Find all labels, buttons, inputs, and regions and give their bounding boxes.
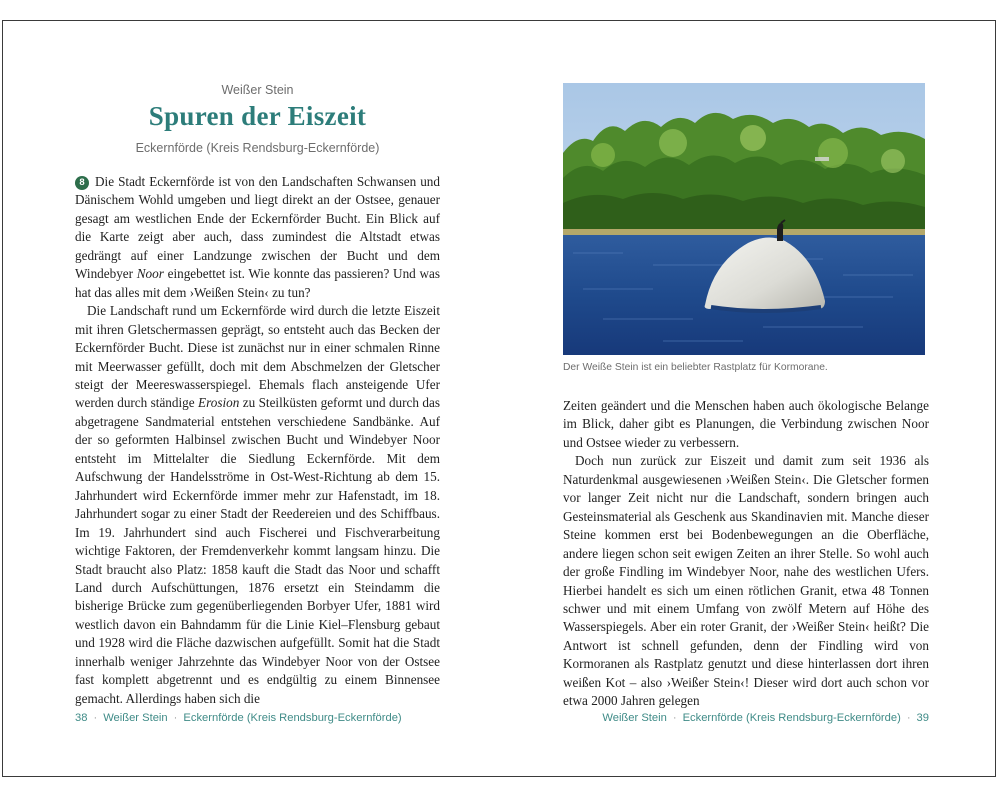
photo-weisser-stein — [563, 83, 925, 355]
photo-caption: Der Weiße Stein ist ein beliebter Rastplatz für Kormorane. — [563, 362, 828, 373]
chapter-kicker: Weißer Stein — [221, 83, 294, 97]
term-emphasis: Erosion — [198, 395, 240, 411]
paragraph: Die Landschaft rund um Eckernförde wird durch die letzte Eiszeit mit ihren Gletschermassen geprägt, so entsteht auch das Becken der Eckernförder Bucht. Diese ist zunächst nur in einer schmalen Rinne mit Meerwasser gefüllt, doch mit dem Abschmelzen der Gletscher steigt der Meereswasserspiegel. Ehemals flach ansteigende Ufer werden durch ständige Erosion zu Steilküsten geformt und durch das abgetragene Sandmaterial entstehen verschiedene Sandbänke. Auf der so geformten Halbinsel zwischen Bucht und Windebyer Noor entsteht im Mittelalter die Siedlung Eckernförde. Mit dem Aufschwung der Handelsströme in Ost-West-Richtung ab dem 15. Jahrhundert wird Eckernförde immer mehr zur Hafenstadt, im 18. Jahrhundert sogar zu einer Stadt der Reedereien und des Schiffbaus. Im 19. Jahrhundert sind auch Fischerei und Fischverarbeitung wichtige Faktoren, der Fremdenverkehr kommt langsam hinzu. Die Stadt braucht also Platz: 1858 kauft die Stadt das Noor und schafft Land durch Aufschüttungen, 1876 ersetzt ein Steindamm die bisherige Brücke zum gegenüberliegenden Borbyer Ufer, 1881 wird westlich davon ein Bahndamm für die Linie Kiel–Flensburg gebaut und 1928 wird die Fläche dazwischen aufgefüllt. Somit hat die Stadt innerhalb weniger Jahrzehnte das Windebyer Noor von der Ostsee fast komplett abgetrennt und es endgültig zu einem Binnensee gemacht. Allerdings haben sich die — [75, 303, 440, 706]
chapter-subtitle: Eckernförde (Kreis Rendsburg-Eckernförde) — [135, 141, 380, 155]
book-spread — [2, 20, 996, 777]
right-footer — [602, 712, 929, 724]
footer-separator: · — [672, 712, 677, 724]
footer-section: Weißer Stein — [103, 712, 168, 724]
left-footer — [75, 712, 402, 724]
location-marker-icon: 8 — [75, 176, 89, 190]
footer-separator: · — [93, 712, 98, 724]
paragraph: 8 Die Stadt Eckernförde ist von den Landschaften Schwansen und Dänischem Wohld umgeben und liegt direkt an der Ostsee, genauer gesagt am westlichen Ende der Eckernförder Bucht. Ein Blick auf die Karte zeigt aber auch, dass zumindest die Altstadt etwas gedrängt auf einer Landzunge zwischen der Bucht und dem Windebyer Noor eingebettet ist. Wie konnte das passieren? Und was hat das alles mit dem ›Weißen Stein‹ zu tun? — [75, 174, 440, 300]
left-body-text — [75, 173, 440, 706]
footer-separator: · — [906, 712, 911, 724]
right-body-text — [563, 397, 929, 709]
footer-separator: · — [173, 712, 178, 724]
page-number: 39 — [916, 712, 929, 724]
chapter-title: Spuren der Eiszeit — [148, 101, 367, 131]
footer-location: Eckernförde (Kreis Rendsburg-Eckernförde) — [183, 712, 402, 724]
paragraph: Doch nun zurück zur Eiszeit und damit zum seit 1936 als Naturdenkmal ausgewiesenen ›Weißen Stein‹. Die Gletscher formen vor langer Zeit nicht nur die Landschaft, sondern bringen auch Gesteinsmaterial als Geschenk aus Skandinavien mit. Manche dieser Steine kommen erst bei Bodenbewegungen an die Oberfläche, andere liegen schon seit ewigen Zeiten an ihrer Stelle. So wohl auch der große Findling im Windebyer Noor, nahe des westlichen Ufers. Hierbei handelt es sich um einen rötlichen Granit, etwa 48 Tonnen schwer und mit einem Umfang von zwölf Metern auf Höhe des Wasserspiegels. Aber ein roter Granit, der ›Weißer Stein‹ heißt? Die Antwort ist schnell gefunden, denn der Findling wird von Kormoranen als Rastplatz genutzt und diese hinterlassen dort ihren weißen Kot – also ›Weißer Stein‹! Dieser wird dort auch schon vor etwa 2000 Jahren gelegen — [563, 453, 929, 709]
page-number: 38 — [75, 712, 88, 724]
paragraph: Zeiten geändert und die Menschen haben auch ökologische Belange im Blick, daher gibt es Planungen, die Verbindung zwischen Noor und Ostsee wieder zu verbessern. — [563, 398, 929, 450]
term-emphasis: Noor — [136, 266, 164, 282]
lake-boulder-image — [563, 83, 925, 355]
footer-location: Eckernförde (Kreis Rendsburg-Eckernförde) — [682, 712, 901, 724]
footer-section: Weißer Stein — [602, 712, 667, 724]
